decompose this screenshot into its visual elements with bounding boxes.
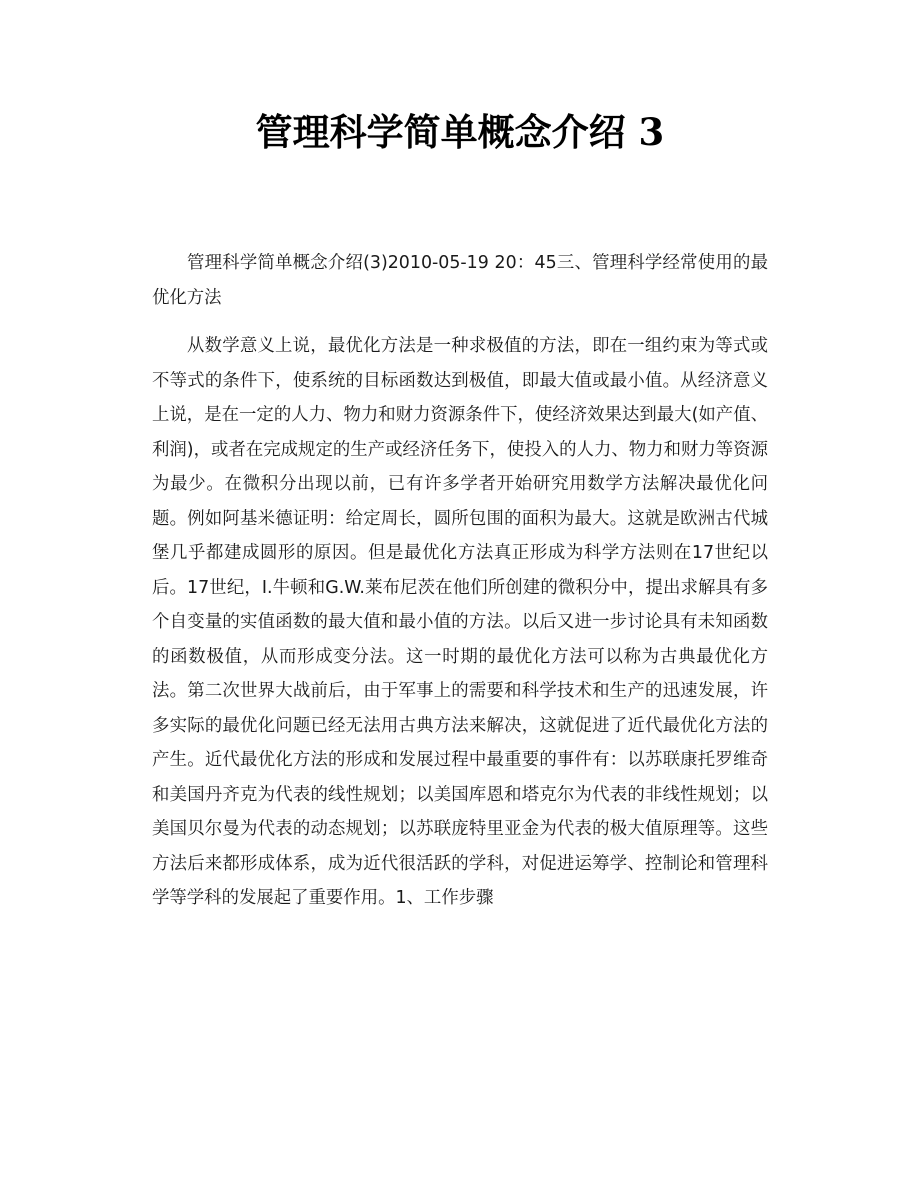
paragraph-optimization-methods: 从数学意义上说，最优化方法是一种求极值的方法，即在一组约束为等式或不等式的条件下，使系统的目标函数达到极值，即最大值或最小值。从经济意义上说，是在一定的人力、物力和财力资源条件下，使经济效果达到最大(如产值、利润)，或者在完成规定的生产或经济任务下，使投入的人力、物力和财力等资源为最少。在微积分出现以前，已有许多学者开始研究用数学方法解决最优化问题。例如阿基米德证明：给定周长，圆所包围的面积为最大。这就是欧洲古代城堡几乎都建成圆形的原因。但是最优化方法真正形成为科学方法则在17世纪以后。17世纪，I.牛顿和G.W.莱布尼茨在他们所创建的微积分中，提出求解具有多个自变量的实值函数的最大值和最小值的方法。以后又进一步讨论具有未知函数的函数极值，从而形成变分法。这一时期的最优化方法可以称为古典最优化方法。第二次世界大战前后，由于军事上的需要和科学技术和生产的迅速发展，许多实际的最优化问题已经无法用古典方法来解决，这就促进了近代最优化方法的产生。近代最优化方法的形成和发展过程中最重要的事件有：以苏联康托罗维奇和美国丹齐克为代表的线性规划；以美国库恩和塔克尔为代表的非线性规划；以美国贝尔曼为代表的动态规划；以苏联庞特里亚金为代表的极大值原理等。这些方法后来都形成体系，成为近代很活跃的学科，对促进运筹学、控制论和管理科学等学科的发展起了重要作用。1、工作步骤	[152, 336, 768, 908]
document-title: 管理科学简单概念介绍 3	[255, 110, 665, 154]
paragraph-intro: 管理科学简单概念介绍(3)2010-05-19 20：45三、管理科学经常使用的最优化方法	[152, 253, 768, 308]
